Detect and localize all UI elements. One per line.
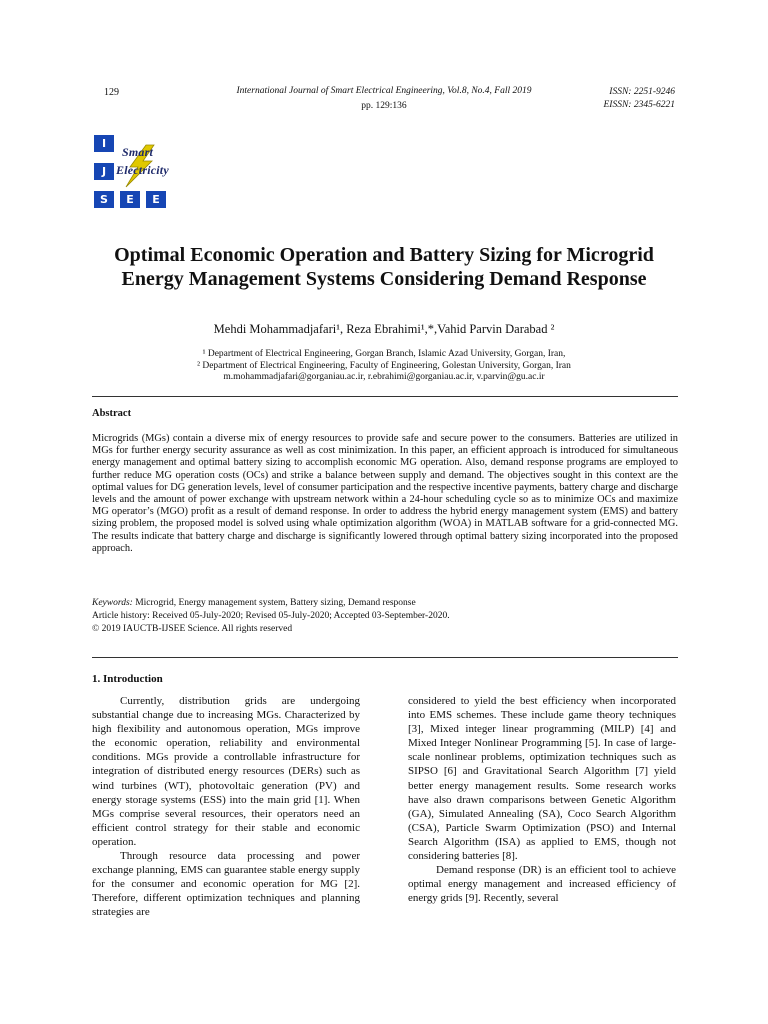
abstract-text: Microgrids (MGs) contain a diverse mix of energy resources to provide safe and secure power to the consumers. Batteries are utilized in MGs for further energy security assurance as well as cost minimization. In this paper, an efficient approach is introduced for simultaneous energy management and optimal battery sizing to accomplish economic MG operation. Also, demand response programs are employed to further reduce MG operation costs (OCs) and strike a balance between supply and demand. The objectives sought in this context are the optimal values for DG generation levels, level of consumer participation and the respective incentive payments, battery charge and discharge levels and the amount of power exchange with upstream network within a 24-hour scheduling cycle so as to minimize OCs and maximize MG operator’s (MGO) profit as a result of demand response. In order to address the hybrid energy management system (EMS) and battery sizing problem, the proposed model is solved using whale optimization algorithm (WOA) in MATLAB software for a grid-connected MG. The results indicate that battery charge and discharge is significantly lowered through optimal battery sizing incorporated into the proposed approach. — [92, 433, 678, 554]
column-right — [408, 694, 676, 905]
paper-title: Optimal Economic Operation and Battery Sizing for Microgrid Energy Management Systems Considering Demand Response — [114, 244, 654, 290]
article-history: Article history: Received 05-July-2020; Revised 05-July-2020; Accepted 03-September-2020. — [92, 611, 450, 621]
paragraph: considered to yield the best efficiency when incorporated into EMS schemes. These include game theory techniques [3], Mixed integer linear programming (MILP) [4] and Mixed Integer Nonlinear Programming [5]. In case of large-scale nonlinear problems, optimization techniques such as SIPSO [6] and Gravitational Search Algorithm [7] yield better energy management results. Some research works have also drawn comparisons between Genetic Algorithm (GA), Simulated Annealing (SA), Coco Search Algorithm (CSA), Particle Swarm Optimization (PSO) and Internal Search Algorithm (ISA) as applied to EMS, though not considering batteries [8]. — [408, 695, 676, 863]
affiliation-1: ¹ Department of Electrical Engineering, Gorgan Branch, Islamic Azad University, Gorgan, Iran, — [202, 349, 566, 359]
author-emails: m.mohammadjafari@gorganiau.ac.ir, r.ebrahimi@gorganiau.ac.ir, v.parvin@gu.ac.ir — [223, 372, 545, 382]
logo-word-electricity: Electricity — [116, 163, 169, 177]
affiliations — [0, 349, 768, 384]
keywords-label: Keywords: — [92, 598, 133, 608]
page-range: pp. 129:136 — [361, 101, 407, 111]
authors: Mehdi Mohammadjafari¹, Reza Ebrahimi¹,*,Vahid Parvin Darabad ² — [213, 322, 555, 336]
article-meta — [92, 597, 678, 636]
keywords: Microgrid, Energy management system, Battery sizing, Demand response — [132, 598, 416, 608]
logo-letter-s: S — [94, 191, 114, 208]
affiliation-2: ² Department of Electrical Engineering, Faculty of Engineering, Golestan University, Gorgan, Iran — [197, 360, 571, 371]
logo-letter-i: I — [94, 135, 114, 152]
issn-block — [560, 86, 675, 112]
logo-letter-e2: E — [146, 191, 166, 208]
divider-top — [92, 396, 678, 397]
divider-bottom — [92, 657, 678, 658]
copyright: © 2019 IAUCTB-IJSEE Science. All rights reserved — [92, 624, 293, 634]
paragraph: Currently, distribution grids are undergoing substantial change due to increasing MGs. Characterized by high flexibility and autonomous operation, MGs improve the economic operation, reliability and environmental conditions. MGs provide a controllable infrastructure for integration of distributed energy resources (DERs) such as wind turbines (WT), photovoltaic generation (PV) and energy storage systems (ESS) into the main grid [1]. When MGs comprise several resources, their operators need an efficient control strategy for their stable and economic operation. — [92, 695, 360, 848]
column-left — [92, 694, 360, 920]
logo-letter-j: J — [94, 163, 114, 180]
abstract-heading: Abstract — [92, 408, 132, 419]
paragraph: Demand response (DR) is an efficient tool to achieve optimal energy management and increased efficiency of energy grids [9]. Recently, several — [408, 864, 676, 905]
journal-name: International Journal of Smart Electrical Engineering, Vol.8, No.4, Fall 2019 — [236, 86, 532, 96]
keywords-line — [92, 597, 678, 610]
issn: ISSN: 2251-9246 — [609, 87, 675, 97]
eissn: EISSN: 2345-6221 — [603, 100, 675, 110]
page-number: 129 — [104, 87, 119, 98]
logo-word-smart: Smart — [122, 145, 154, 159]
journal-logo — [92, 133, 172, 213]
paragraph: Through resource data processing and power exchange planning, EMS can guarantee stable energy supply for the consumer and economic operation for MG [2]. Therefore, different optimization techniques and planning strategies are — [92, 850, 360, 919]
section-heading: 1. Introduction — [92, 673, 163, 685]
logo-letter-e1: E — [120, 191, 140, 208]
